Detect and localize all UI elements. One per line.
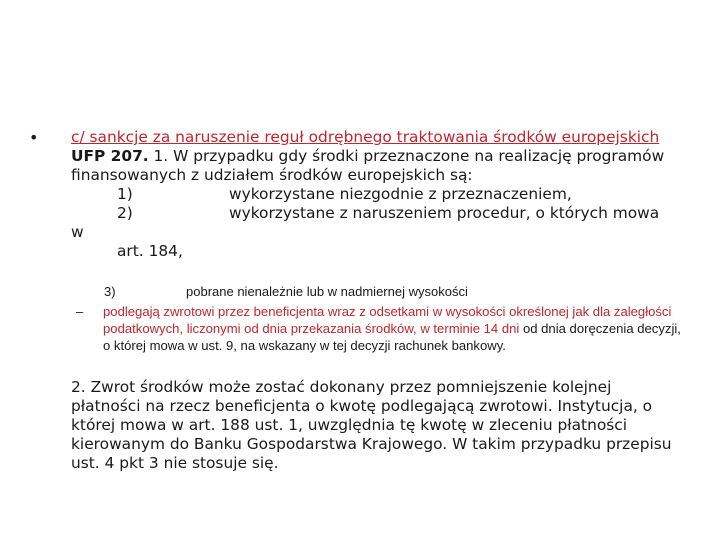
list-item-3	[104, 284, 468, 300]
list-item-number: 2)	[117, 204, 133, 222]
list-item-text: wykorzystane niezgodnie z przeznaczeniem,	[229, 185, 572, 203]
paragraph-2: 2. Zwrot środków może zostać dokonany przez pomniejszenie kolejnej płatności na rzecz beneficjenta o kwotę podlegającą zwrotowi. Instytucja, o której mowa w art. 188 ust. 1, uwzględnia tę kwotę w zleceniu płatności kierowanym do Banku Gospodarstwa Krajowego. W takim przypadku przepisu ust. 4 pkt 3 nie stosuje się.	[71, 378, 672, 472]
list-item-text: pobrane nienależnie lub w nadmiernej wysokości	[186, 284, 468, 299]
list-item-number: 3)	[104, 284, 116, 299]
list-item-2	[71, 204, 671, 242]
ufp-intro: 1. W przypadku gdy środki przeznaczone na realizację programów finansowanych z udziałem środków europejskich są:	[71, 147, 665, 184]
dash-marker: –	[76, 304, 84, 319]
main-text-block	[71, 128, 671, 261]
refund-obligation-highlight: podlegają zwrotowi przez beneficjenta wraz z odsetkami w wysokości określonej jak dla zaległości podatkowych, liczonymi od dnia przekazania środków, w terminie 14 dni	[103, 304, 672, 336]
list-item-text: wykorzystane z naruszeniem procedur, o których mowa w	[71, 204, 660, 241]
bullet-marker: •	[29, 128, 39, 147]
section-heading: c/ sankcje za naruszenie reguł odrębnego traktowania środków europejskich	[71, 128, 660, 146]
ufp-label: UFP 207.	[71, 147, 149, 165]
list-item-number: 1)	[117, 185, 133, 203]
list-item-1	[71, 185, 671, 204]
refund-obligation-rest: od dnia doręczenia decyzji, o której mowa w ust. 9, na wskazany w tej decyzji rachunek bankowy.	[103, 321, 681, 353]
refund-obligation-text	[103, 303, 683, 354]
list-item-2-continuation: art. 184,	[117, 242, 183, 260]
